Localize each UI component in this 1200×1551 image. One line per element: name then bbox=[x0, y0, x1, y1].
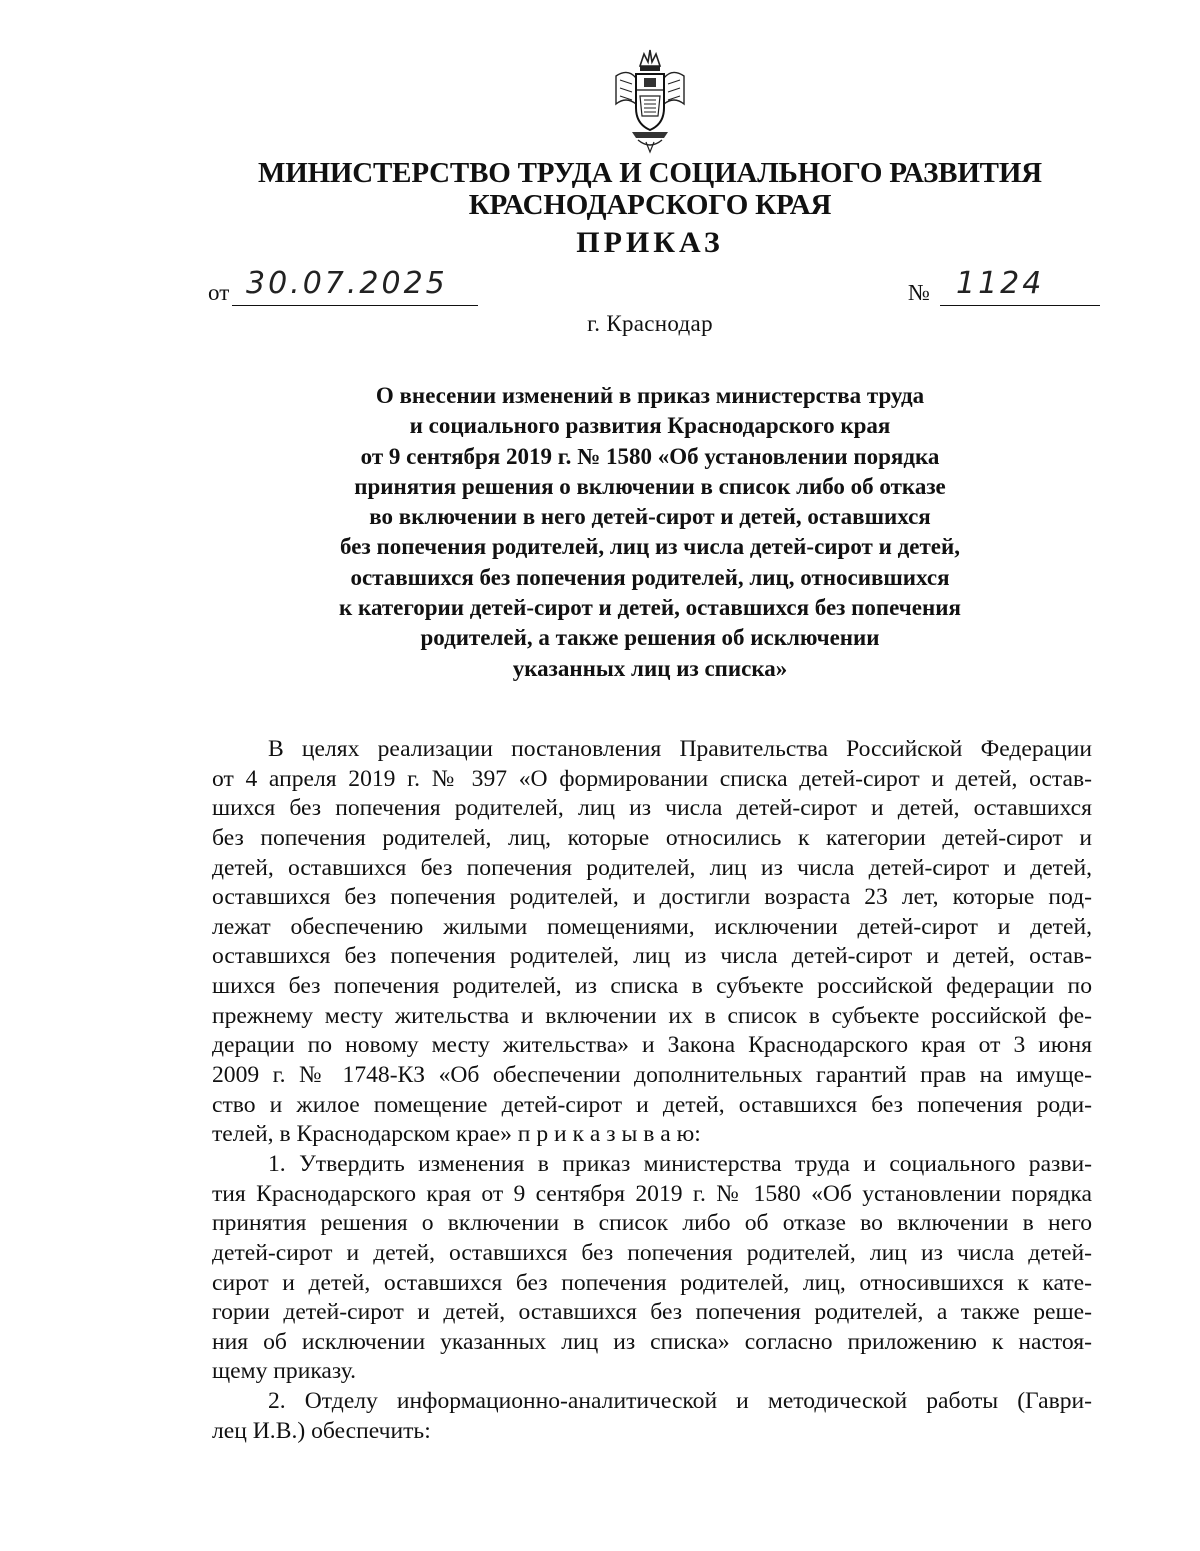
body-line: телей, в Краснодарском крае» п р и к а з ы в а ю: bbox=[212, 1121, 701, 1148]
subject-line: во включении в него детей-сирот и детей, оставшихся bbox=[369, 504, 931, 530]
subject-line: и социального развития Краснодарского края bbox=[409, 413, 891, 439]
body-line: 2009 г. № 1748-КЗ «Об обеспечении дополнительных гарантий прав на имуще- bbox=[212, 1062, 1092, 1089]
body-line: детей-сирот и детей, оставшихся без попечения родителей, лиц из числа детей- bbox=[212, 1239, 1092, 1266]
subject-line: без попечения родителей, лиц из числа детей-сирот и детей, bbox=[340, 534, 960, 560]
body-line: шихся без попечения родителей, лиц из числа детей-сирот и детей, оставшихся bbox=[212, 795, 1092, 822]
body-line: шихся без попечения родителей, из списка в субъекте российской федерации по bbox=[212, 973, 1092, 1000]
body-line: принятия решения о включении в список либо об отказе во включении в него bbox=[212, 1210, 1092, 1237]
subject-line: родителей, а также решения об исключении bbox=[420, 625, 880, 651]
body-line: сирот и детей, оставшихся без попечения родителей, лиц, относившихся к кате- bbox=[212, 1269, 1092, 1296]
subject-line: оставшихся без попечения родителей, лиц, относившихся bbox=[350, 564, 950, 590]
body-line: лец И.В.) обеспечить: bbox=[212, 1417, 431, 1444]
subject-line: принятия решения о включении в список либо об отказе bbox=[354, 473, 946, 499]
body-line: гории детей-сирот и детей, оставшихся без попечения родителей, а также реше- bbox=[212, 1299, 1092, 1326]
body-line: 1. Утвердить изменения в приказ министерства труда и социального разви- bbox=[268, 1150, 1092, 1177]
subject-line: О внесении изменений в приказ министерства труда bbox=[375, 383, 925, 408]
document-type-title: ПРИКАЗ bbox=[576, 226, 724, 259]
city-line: г. Краснодар bbox=[587, 311, 713, 336]
body-line: оставшихся без попечения родителей, и достигли возраста 23 лет, которые под- bbox=[212, 884, 1092, 911]
ministry-name-line-2: КРАСНОДАРСКОГО КРАЯ bbox=[468, 189, 832, 221]
body-line: ство и жилое помещение детей-сирот и детей, оставшихся без попечения роди- bbox=[212, 1091, 1092, 1118]
body-line: без попечения родителей, лиц, которые относились к категории детей-сирот и bbox=[212, 824, 1092, 851]
number-underline bbox=[940, 305, 1100, 306]
body-line: детей, оставшихся без попечения родителей, лиц из числа детей-сирот и детей, bbox=[212, 854, 1092, 881]
subject-line: от 9 сентября 2019 г. № 1580 «Об установлении порядка bbox=[360, 443, 940, 469]
body-line: оставшихся без попечения родителей, лиц из числа детей-сирот и детей, остав- bbox=[212, 943, 1092, 970]
handwritten-number: 1124 bbox=[956, 266, 1045, 301]
subject-line: к категории детей-сирот и детей, оставшихся без попечения bbox=[339, 595, 961, 621]
number-prefix: № bbox=[908, 280, 930, 305]
ministry-name bbox=[200, 157, 1100, 221]
body-line: прежнему месту жительства и включении их в список в субъекте российской фе- bbox=[212, 1002, 1092, 1029]
body-line: ния об исключении указанных лиц из списка» согласно приложению к настоя- bbox=[212, 1328, 1092, 1355]
body-line: тия Краснодарского края от 9 сентября 2019 г. № 1580 «Об установлении порядка bbox=[212, 1180, 1092, 1207]
body-line: дерации по новому месту жительства» и Закона Краснодарского края от 3 июня bbox=[212, 1032, 1092, 1059]
handwritten-date: 30.07.2025 bbox=[246, 266, 448, 301]
date-prefix: от bbox=[208, 280, 230, 305]
date-underline bbox=[232, 305, 478, 306]
ministry-name-line-1: МИНИСТЕРСТВО ТРУДА И СОЦИАЛЬНОГО РАЗВИТИЯ bbox=[258, 157, 1042, 189]
order-body bbox=[212, 735, 1092, 1446]
krasnodar-krai-coat-of-arms-icon bbox=[610, 46, 690, 154]
order-subject bbox=[250, 381, 1050, 684]
body-line: В целях реализации постановления Правительства Российской Федерации bbox=[268, 736, 1092, 762]
body-line: лежат обеспечению жилыми помещениями, исключении детей-сирот и детей, bbox=[212, 913, 1092, 940]
body-line: щему приказу. bbox=[212, 1358, 357, 1385]
body-line: 2. Отделу информационно-аналитической и методической работы (Гаври- bbox=[268, 1388, 1092, 1415]
body-line: от 4 апреля 2019 г. № 397 «О формировании списка детей-сирот и детей, остав- bbox=[212, 765, 1092, 792]
subject-line: указанных лиц из списка» bbox=[512, 655, 788, 681]
